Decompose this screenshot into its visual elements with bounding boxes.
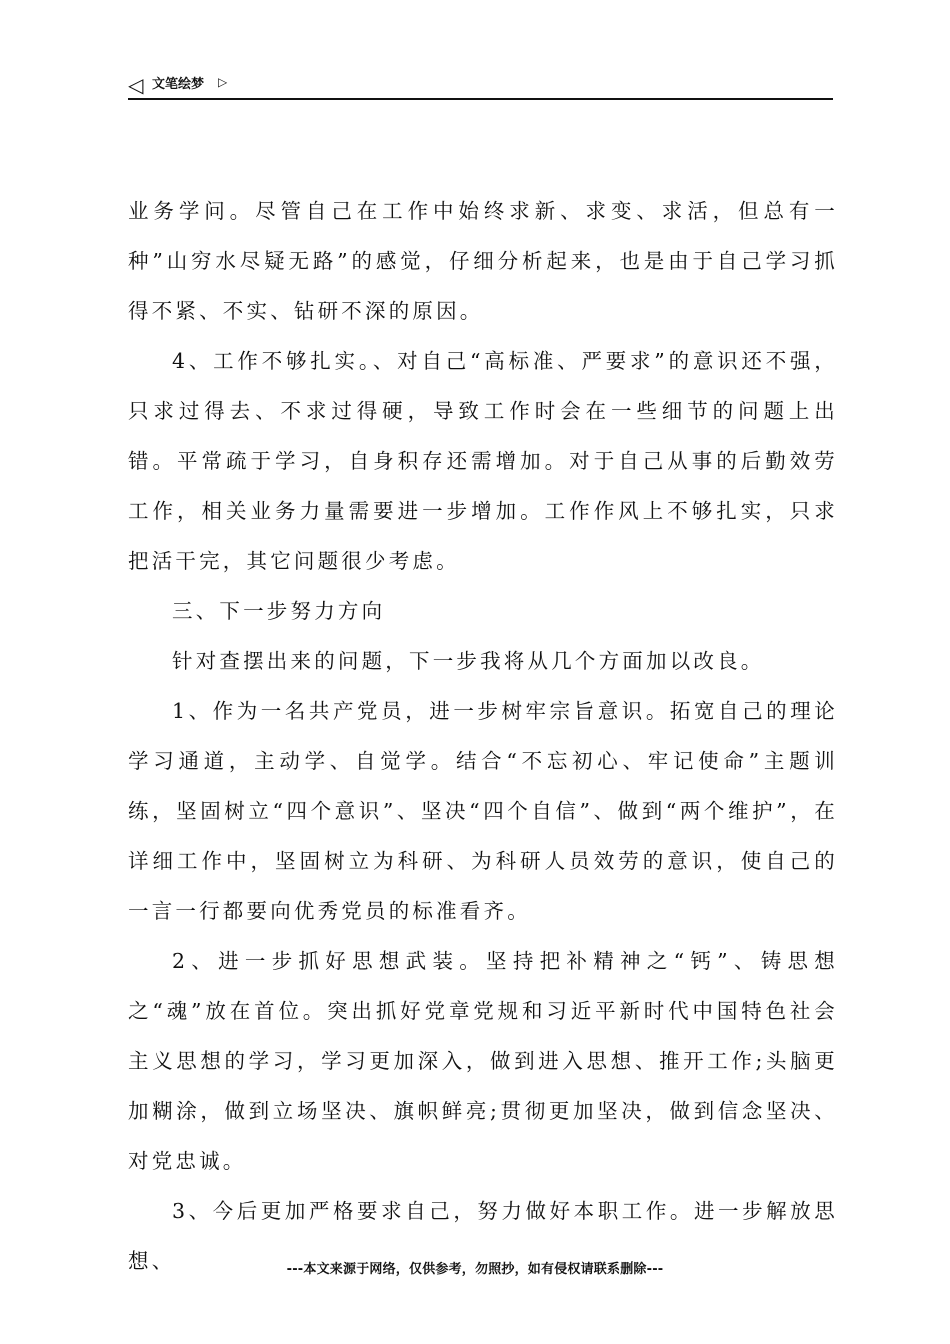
footer-disclaimer: ---本文来源于网络，仅供参考，勿照抄，如有侵权请联系删除--- <box>286 1262 664 1277</box>
right-triangle-icon: ▷ <box>218 75 228 89</box>
left-triangle-icon: ◁ <box>128 73 144 97</box>
paragraph-6: 3、今后更加严格要求自己，努力做好本职工作。进一步解放思想、 <box>128 1199 838 1273</box>
paragraph-2: 4、工作不够扎实。、对自己“高标准、严要求”的意识还不强，只求过得去、不求过得硬，导致工作时会在一些细节的问题上出错。平常疏于学习，自身积存还需增加。对于自己从事的后勤效劳工作，相关业务力量需要进一步增加。工作作风上不够扎实，只求把活干完，其它问题很少考虑。 <box>128 349 838 573</box>
section-heading: 三、下一步努力方向 <box>172 599 386 623</box>
paragraph-3: 针对查摆出来的问题，下一步我将从几个方面加以改良。 <box>172 649 765 673</box>
paragraph-5: 2、进一步抓好思想武装。坚持把补精神之“钙”、铸思想之“魂”放在首位。突出抓好党章党规和习近平新时代中国特色社会主义思想的学习，学习更加深入，做到进入思想、推开工作;头脑更加糊涂，做到立场坚决、旗帜鲜亮;贯彻更加坚决，做到信念坚决、对党忠诚。 <box>128 949 838 1173</box>
header-title: 文笔绘梦 <box>152 77 205 92</box>
paragraph-1: 业务学问。尽管自己在工作中始终求新、求变、求活，但总有一种”山穷水尽疑无路”的感觉，仔细分析起来，也是由于自己学习抓得不紧、不实、钻研不深的原因。 <box>128 199 838 323</box>
document-body <box>128 186 838 1286</box>
paragraph-4: 1、作为一名共产党员，进一步树牢宗旨意识。拓宽自己的理论学习通道，主动学、自觉学。结合“不忘初心、牢记使命”主题训练，坚固树立“四个意识”、坚决“四个自信”、做到“两个维护”，在详细工作中，坚固树立为科研、为科研人员效劳的意识，使自己的一言一行都要向优秀党员的标准看齐。 <box>128 699 838 923</box>
page-header <box>128 74 833 100</box>
